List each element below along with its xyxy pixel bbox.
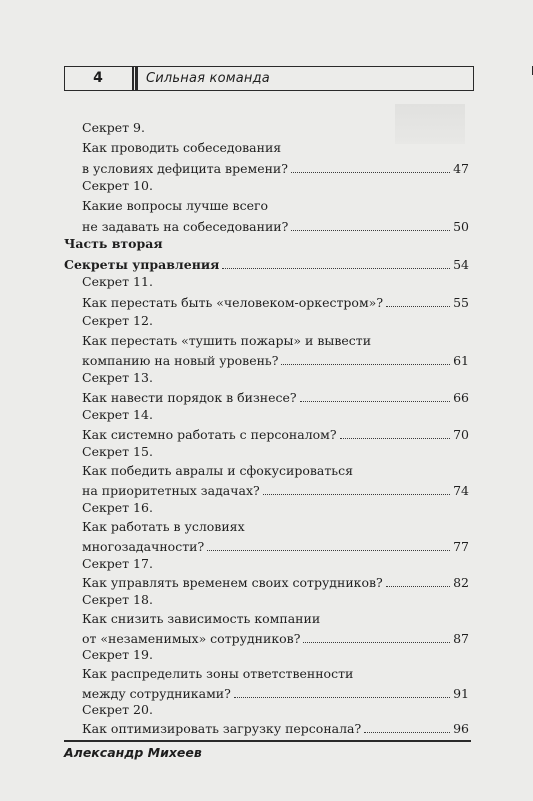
toc-label: Секрет 20. <box>82 702 153 717</box>
toc-text: на приоритетных задачах? <box>82 483 260 498</box>
toc-label: Секрет 18. <box>82 592 153 607</box>
toc-page-number: 61 <box>453 353 469 368</box>
toc-page-number: 47 <box>453 161 469 176</box>
toc-page-number: 70 <box>453 427 469 442</box>
toc-text: Как навести порядок в бизнесе? <box>82 390 297 405</box>
toc-text: в условиях дефицита времени? <box>82 161 288 176</box>
toc-label: Секрет 11. <box>82 274 153 289</box>
toc-text: от «незаменимых» сотрудников? <box>82 631 301 646</box>
leader-dots <box>386 292 450 307</box>
toc-page-number: 55 <box>453 295 469 310</box>
toc-page-number: 74 <box>453 483 469 498</box>
leader-dots <box>386 572 450 587</box>
toc-text: между сотрудниками? <box>82 686 231 701</box>
leader-dots <box>291 158 450 173</box>
leader-dots <box>291 216 450 231</box>
toc-page-number: 66 <box>453 390 469 405</box>
page-number: 4 <box>93 70 103 86</box>
leader-dots <box>207 536 450 551</box>
toc-label: Секрет 10. <box>82 178 153 193</box>
toc-text: Как работать в условиях <box>82 519 245 534</box>
footer-rule <box>64 740 471 742</box>
toc-text: не задавать на собеседовании? <box>82 219 289 234</box>
toc-text: компанию на новый уровень? <box>82 353 279 368</box>
toc-label: Секрет 19. <box>82 647 153 662</box>
leader-dots <box>303 628 450 643</box>
leader-dots <box>364 718 450 733</box>
toc-label: Секрет 17. <box>82 556 153 571</box>
toc-text: Как победить авралы и сфокусироваться <box>82 463 353 478</box>
part-heading: Часть вторая <box>64 236 163 251</box>
toc-entry-line[interactable] <box>82 292 469 313</box>
toc-text: многозадачности? <box>82 539 205 554</box>
leader-dots <box>340 424 451 439</box>
toc-label: Секрет 13. <box>82 370 153 385</box>
leader-dots <box>263 480 450 495</box>
book-title: Сильная команда <box>146 71 270 86</box>
leader-dots <box>300 387 450 402</box>
leader-dots <box>222 254 450 269</box>
toc-text: Какие вопросы лучше всего <box>82 198 269 213</box>
toc-page-number: 77 <box>453 539 469 554</box>
author-name: Александр Михеев <box>64 745 202 760</box>
toc-label: Секрет 16. <box>82 500 153 515</box>
toc-text: Как перестать быть «человеком-оркестром»? <box>82 295 384 310</box>
toc-page-number: 91 <box>453 686 469 701</box>
toc-text: Как системно работать с персоналом? <box>82 427 337 442</box>
toc-page-number: 54 <box>453 257 469 272</box>
part-title: Секреты управления <box>64 257 220 272</box>
toc-page-number: 50 <box>453 219 469 234</box>
toc-entry-line[interactable] <box>82 718 469 739</box>
toc-text: Как перестать «тушить пожары» и вывести <box>82 333 372 348</box>
toc-page-number: 82 <box>453 575 469 590</box>
toc-label: Секрет 15. <box>82 444 153 459</box>
toc-text: Как распределить зоны ответственности <box>82 666 354 681</box>
leader-dots <box>234 683 450 698</box>
toc-text: Как проводить собеседования <box>82 140 282 155</box>
toc-label: Секрет 14. <box>82 407 153 422</box>
toc-page-number: 87 <box>453 631 469 646</box>
toc-text: Как снизить зависимость компании <box>82 611 321 626</box>
toc-label: Секрет 9. <box>82 120 145 135</box>
toc-text: Как оптимизировать загрузку персонала? <box>82 721 362 736</box>
leader-dots <box>281 350 450 365</box>
toc-page-number: 96 <box>453 721 469 736</box>
toc-text: Как управлять временем своих сотрудников? <box>82 575 383 590</box>
toc-label: Секрет 12. <box>82 313 153 328</box>
